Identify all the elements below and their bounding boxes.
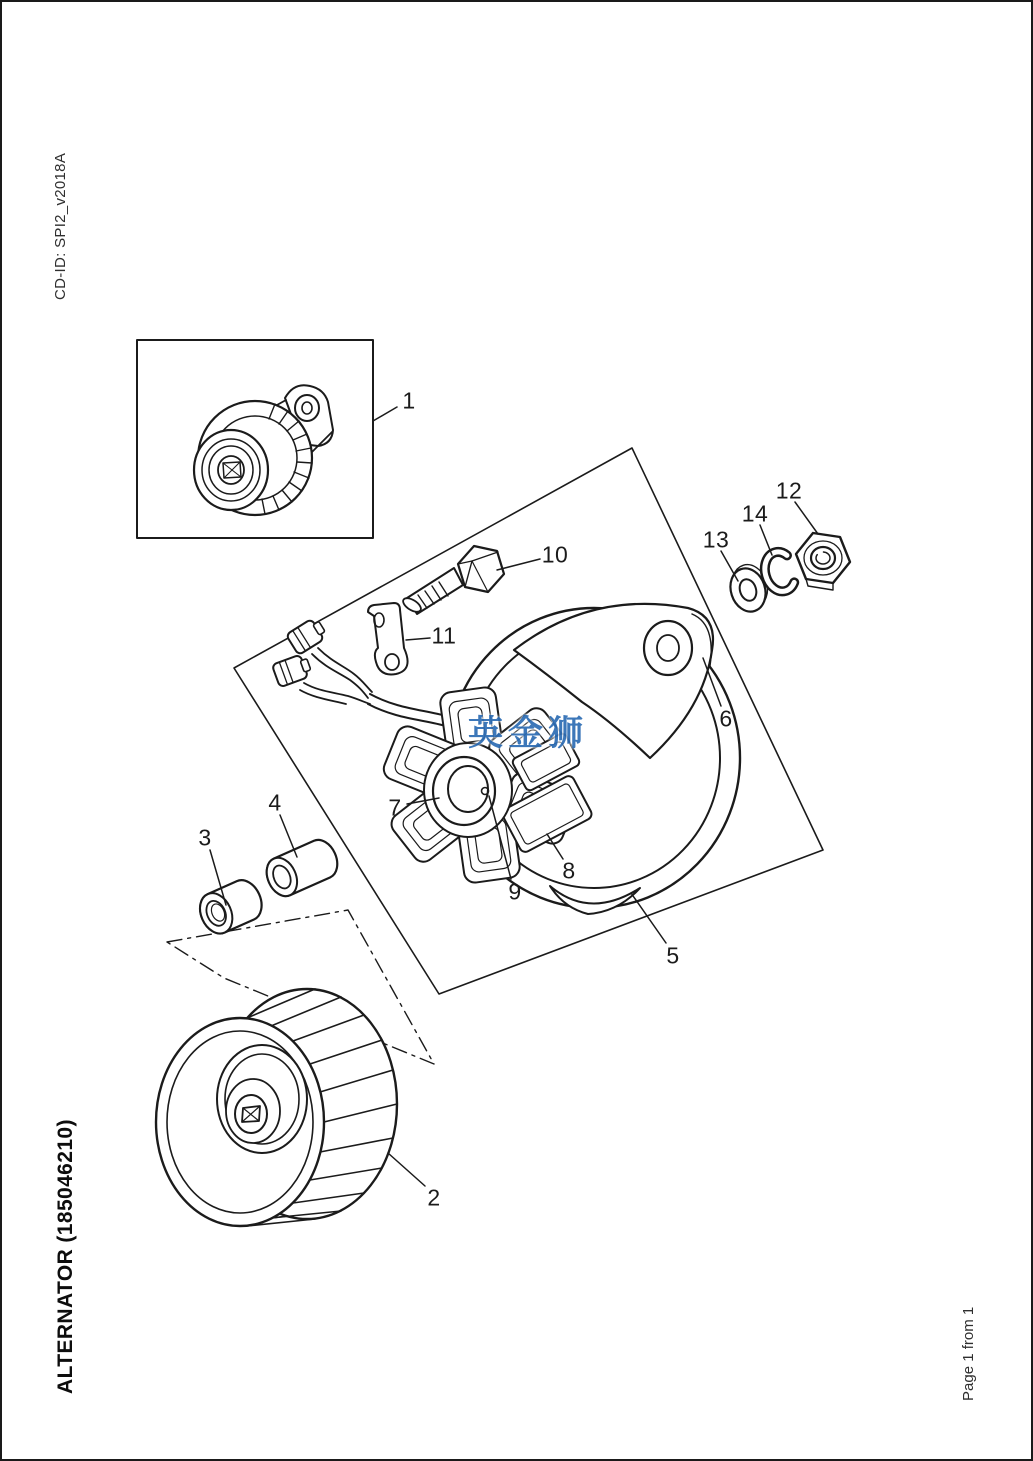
stator-hub-drawing xyxy=(424,743,512,837)
bushing-long-drawing xyxy=(261,835,343,901)
callout-3: 3 xyxy=(198,824,212,851)
callout-6: 6 xyxy=(719,705,733,732)
callout-7: 7 xyxy=(388,794,402,821)
callout-14: 14 xyxy=(741,500,769,527)
bolt-drawing xyxy=(401,546,504,615)
callout-5: 5 xyxy=(666,942,680,969)
bracket-clip-drawing xyxy=(368,603,408,675)
callout-11: 11 xyxy=(431,622,457,649)
document-title: ALTERNATOR (185046210) xyxy=(54,1119,77,1394)
callout-9: 9 xyxy=(508,878,522,905)
assembled-alternator-box xyxy=(137,340,373,538)
cd-id-label: CD-ID: SPI2_v2018A xyxy=(52,152,69,300)
callout-4: 4 xyxy=(268,789,282,816)
callout-2: 2 xyxy=(427,1184,441,1211)
callout-12: 12 xyxy=(775,477,803,504)
callout-1: 1 xyxy=(402,387,416,414)
nut-drawing xyxy=(796,533,850,590)
callout-13: 13 xyxy=(702,526,730,553)
callout-10: 10 xyxy=(541,541,569,568)
bushing-short-drawing xyxy=(194,875,268,939)
rotor-pulley-drawing xyxy=(156,989,397,1226)
page-indicator: Page 1 from 1 xyxy=(960,1306,977,1401)
watermark-text: 英金狮 xyxy=(468,714,589,753)
callout-8: 8 xyxy=(562,857,576,884)
